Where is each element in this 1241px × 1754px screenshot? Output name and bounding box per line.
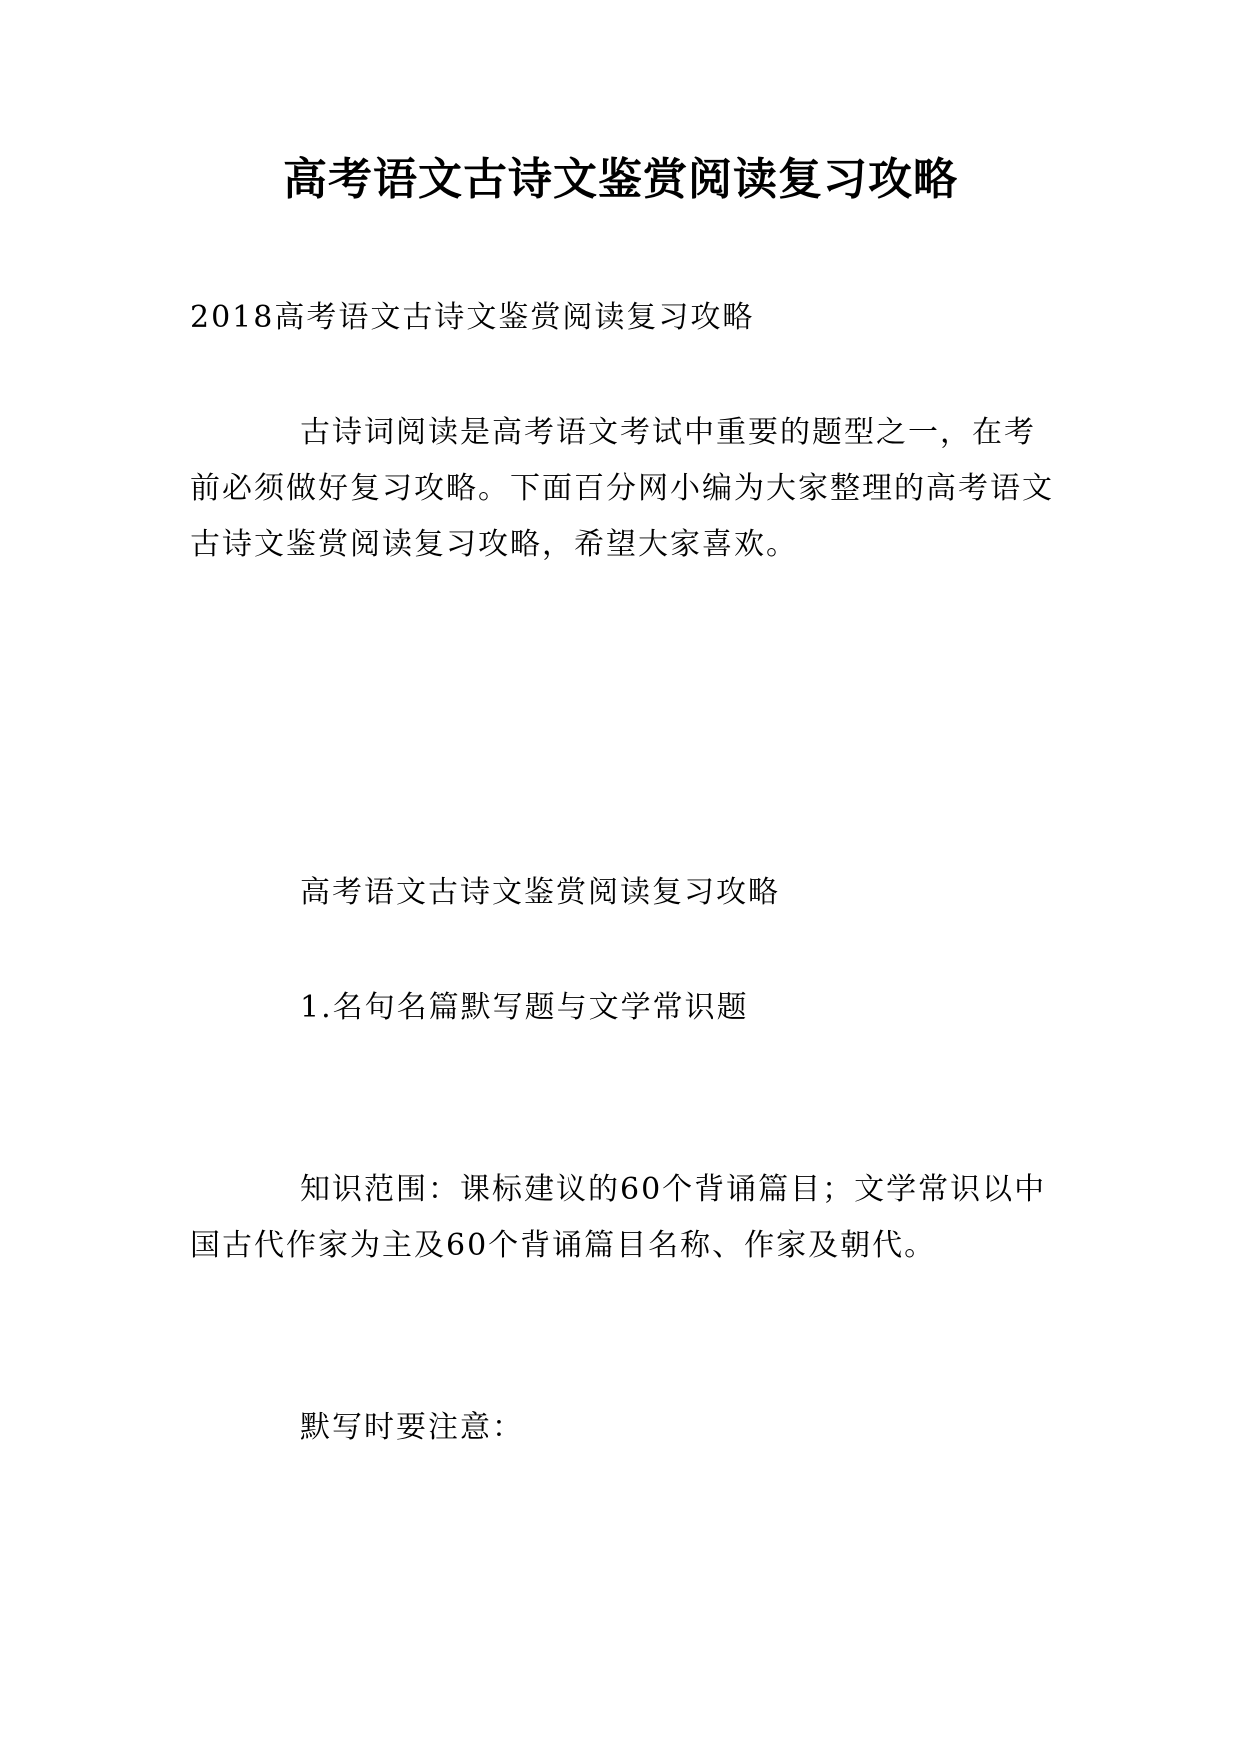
notice-paragraph: 默写时要注意： [300,1410,524,1445]
intro-paragraph: 古诗词阅读是高考语文考试中重要的题型之一，在考前必须做好复习攻略。下面百分网小编为大家整理的高考语文古诗文鉴赏阅读复习攻略，希望大家喜欢。 [190,415,1054,562]
section-heading: 高考语文古诗文鉴赏阅读复习攻略 [300,875,780,910]
document-title: 高考语文古诗文鉴赏阅读复习攻略 [283,154,958,205]
item-heading: 1.名句名篇默写题与文学常识题 [300,990,749,1025]
document-subtitle: 2018高考语文古诗文鉴赏阅读复习攻略 [190,300,755,335]
scope-paragraph: 知识范围：课标建议的60个背诵篇目；文学常识以中国古代作家为主及60个背诵篇目名称、作家及朝代。 [190,1172,1047,1263]
